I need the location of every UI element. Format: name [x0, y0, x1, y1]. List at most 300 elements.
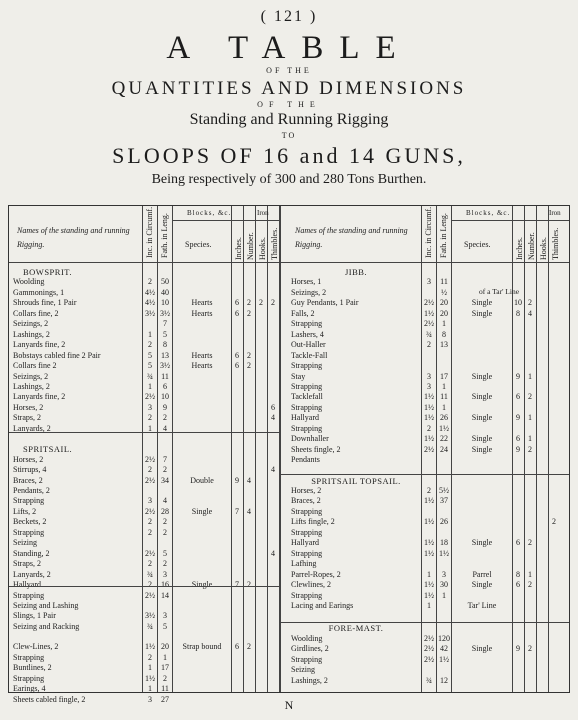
section-title: JIBB. — [344, 267, 368, 277]
header-iron-right: Iron — [549, 209, 561, 217]
length-value: 8 — [442, 329, 446, 339]
block-species: Single — [191, 506, 213, 516]
length-value: 13 — [440, 340, 448, 350]
rigging-name: Lashers, 4 — [291, 329, 324, 339]
circumference-value: 1½ — [424, 402, 434, 412]
iron-hooks: 2 — [259, 298, 263, 308]
length-value: 7 — [163, 454, 167, 464]
rigging-name: Horses, 2 — [13, 454, 44, 464]
block-inches: 9 — [516, 413, 520, 423]
circumference-value: 1½ — [424, 548, 434, 558]
block-inches: 9 — [516, 444, 520, 454]
header-names-left: Names of the standing and running Rigging. — [17, 226, 130, 249]
rigging-name: Seizings, 2 — [13, 371, 49, 381]
table-row — [9, 673, 569, 686]
block-number: 2 — [247, 580, 251, 590]
block-inches: 9 — [516, 644, 520, 654]
rigging-name: Pendants, 2 — [13, 486, 50, 495]
rigging-name: Horses, 2 — [291, 486, 322, 495]
rigging-name: Tacklefall — [291, 392, 323, 402]
rigging-name: Seizing — [291, 665, 315, 675]
circumference-value: 1½ — [424, 392, 434, 402]
block-species: Single — [471, 644, 493, 654]
rigging-name: Earings, 4 — [13, 684, 46, 694]
table-row — [9, 403, 569, 413]
length-value: 20 — [440, 308, 448, 318]
iron-thimbles: 2 — [271, 298, 275, 308]
table-row — [9, 644, 569, 654]
rigging-name: Clewlines, 2 — [291, 580, 331, 590]
rigging-name: Falls, 2 — [291, 308, 315, 318]
block-inches: 6 — [516, 392, 520, 402]
header-number-right: Number. — [527, 232, 536, 260]
header-number-left: Number. — [246, 232, 255, 260]
block-inches: 6 — [235, 642, 239, 652]
rigging-name: Strapping — [13, 496, 45, 506]
length-value: 5 — [163, 548, 167, 558]
circumference-value: 1½ — [424, 496, 434, 506]
rigging-name: Stirrups, 4 — [13, 465, 47, 475]
rigging-name: Lafhing — [291, 559, 317, 569]
circumference-value: 2½ — [145, 392, 155, 402]
length-value: 2 — [163, 527, 167, 537]
block-inches: 7 — [235, 580, 239, 590]
section-title: FORE-MAST. — [328, 623, 384, 634]
length-value: 5½ — [439, 486, 449, 495]
length-value: 10 — [161, 298, 169, 308]
length-value: 12 — [440, 675, 448, 685]
length-value: 42 — [440, 644, 448, 654]
table-row — [9, 601, 569, 611]
header-species-left: Species. — [185, 240, 212, 249]
table-row — [9, 538, 569, 548]
circumference-value: 2 — [427, 340, 431, 350]
table-row — [9, 591, 569, 601]
table-row — [9, 445, 569, 455]
length-value: 1 — [442, 381, 446, 391]
table-row — [9, 455, 569, 465]
rigging-name: Guy Pendants, 1 Pair — [291, 298, 359, 308]
iron-thimbles: 4 — [271, 548, 275, 558]
rigging-name: Woolding — [13, 277, 45, 287]
rigging-name: Pendants — [291, 455, 320, 465]
block-inches: 9 — [516, 371, 520, 381]
header-hooks-left: Hooks. — [258, 237, 267, 260]
circumference-value: 3 — [427, 371, 431, 381]
length-value: 3½ — [160, 361, 170, 371]
rigging-name: Lashings, 2 — [291, 675, 328, 685]
block-species: Single — [471, 444, 493, 454]
table-row — [9, 559, 569, 569]
circumference-value: 1½ — [424, 308, 434, 318]
length-value: 14 — [161, 590, 169, 600]
length-value: 4 — [163, 423, 167, 433]
length-value: ½ — [441, 287, 447, 297]
table-row — [9, 392, 569, 402]
length-value: 120 — [438, 633, 450, 643]
circumference-value: 1 — [148, 423, 152, 433]
block-species: Single — [471, 413, 493, 423]
circumference-value: 3 — [148, 496, 152, 506]
circumference-value: 1½ — [424, 517, 434, 527]
rigging-name: Girdlines, 2 — [291, 644, 329, 654]
circumference-value: 2 — [148, 580, 152, 590]
rigging-name: Lanyards, 2 — [13, 423, 51, 433]
length-value: 11 — [440, 392, 448, 402]
circumference-value: 4½ — [145, 287, 155, 297]
rigging-name: Lashings, 2 — [13, 329, 50, 339]
block-species: Single — [471, 538, 493, 548]
circumference-value: 2½ — [145, 506, 155, 516]
rigging-name: Seizing and Lashing — [13, 600, 79, 610]
length-value: 40 — [161, 287, 169, 297]
circumference-value: 1½ — [424, 413, 434, 423]
block-number: 1 — [528, 413, 532, 423]
block-inches: 8 — [516, 308, 520, 318]
length-value: 20 — [161, 642, 169, 652]
circumference-value: 3½ — [145, 611, 155, 621]
rigging-name: Horses, 2 — [13, 402, 44, 412]
rigging-name: Lanyards, 2 — [13, 569, 51, 579]
rigging-name: Downhaller — [291, 434, 329, 444]
block-number: 2 — [528, 298, 532, 308]
block-inches: 6 — [235, 308, 239, 318]
table-row — [9, 634, 569, 644]
header-species-right: Species. — [464, 240, 491, 249]
block-species: Single — [471, 580, 493, 590]
length-value: 9 — [163, 402, 167, 412]
header-inc-left: Inc. in Circumf. — [145, 206, 154, 258]
circumference-value: 2½ — [424, 298, 434, 308]
block-inches: 7 — [235, 506, 239, 516]
rigging-name: Strapping — [291, 590, 323, 600]
rigging-name: Strapping — [291, 548, 323, 558]
header-inc-right: Inc. in Circumf. — [424, 206, 433, 258]
table-row — [9, 611, 569, 621]
circumference-value: 2½ — [424, 444, 434, 454]
rigging-name: Slings, 1 Pair — [13, 611, 56, 621]
length-value: 3 — [442, 569, 446, 579]
block-inches: 6 — [235, 298, 239, 308]
length-value: 1 — [442, 402, 446, 412]
circumference-value: 2 — [148, 527, 152, 537]
rigging-name: Lanyards fine, 2 — [13, 340, 66, 350]
circumference-value: 2½ — [145, 454, 155, 464]
length-value: 26 — [440, 413, 448, 423]
rigging-name: Seizing — [13, 538, 37, 548]
circumference-value: 4½ — [145, 298, 155, 308]
rigging-name: Clew-Lines, 2 — [13, 642, 59, 652]
circumference-value: 3 — [148, 694, 152, 704]
header-inches-right: Inches. — [515, 237, 524, 260]
length-value: 17 — [440, 371, 448, 381]
length-value: 11 — [440, 277, 448, 287]
block-inches: 6 — [235, 361, 239, 371]
rigging-table — [8, 205, 570, 704]
rigging-name: Lifts fingle, 2 — [291, 517, 335, 527]
title-rigging: Standing and Running Rigging — [189, 111, 389, 128]
circumference-value: 2½ — [145, 548, 155, 558]
rigging-name: Strapping — [291, 506, 323, 516]
header-blocks-right: Blocks, &c. — [466, 209, 511, 217]
length-value: 4 — [163, 496, 167, 506]
block-species: Single — [191, 580, 213, 590]
circumference-value: 2½ — [424, 644, 434, 654]
length-value: 2 — [163, 413, 167, 423]
table-row — [9, 496, 569, 506]
rigging-name: Tackle-Fall — [291, 350, 328, 360]
header-inches-left: Inches. — [234, 237, 243, 260]
rigging-name: Straps, 2 — [13, 559, 41, 569]
circumference-value: 2½ — [145, 590, 155, 600]
rigging-name: Lashings, 2 — [13, 381, 50, 391]
length-value: 2 — [163, 673, 167, 683]
iron-thimbles: 4 — [271, 465, 275, 475]
length-value: 1½ — [439, 654, 449, 664]
header-hooks-right: Hooks. — [539, 237, 548, 260]
block-species: Single — [471, 392, 493, 402]
rigging-name: Woolding — [291, 633, 323, 643]
title-sloops: SLOOPS OF 16 and 14 GUNS, — [112, 143, 466, 168]
rigging-name: Out-Haller — [291, 340, 326, 350]
block-species: Hearts — [191, 308, 213, 318]
circumference-value: 2 — [148, 413, 152, 423]
block-species: Single — [471, 308, 493, 318]
block-number: 2 — [528, 392, 532, 402]
circumference-value: ¾ — [147, 371, 153, 381]
table-row — [9, 652, 569, 665]
circumference-value: ¾ — [147, 621, 153, 631]
block-number: 2 — [247, 350, 251, 360]
length-value: 6 — [163, 381, 167, 391]
block-number: 2 — [247, 361, 251, 371]
length-value: 3 — [163, 569, 167, 579]
table-row — [9, 665, 569, 675]
block-species: Hearts — [191, 298, 213, 308]
header-thimbles-left: Thimbles. — [270, 227, 279, 260]
rigging-name: Braces, 2 — [291, 496, 321, 506]
rigging-name: Sheets cabled fingle, 2 — [13, 694, 86, 704]
circumference-value: 3 — [148, 402, 152, 412]
header-fath-left: Fath. in Leng. — [160, 213, 169, 258]
table-row — [9, 319, 569, 329]
rigging-name: Sheets fingle, 2 — [291, 444, 341, 454]
title-of-the-2: OF THE — [257, 100, 321, 109]
circumference-value: 1 — [148, 329, 152, 339]
rigging-name: Gammonings, 1 — [13, 287, 65, 297]
block-species: Single — [471, 298, 493, 308]
length-value: 5 — [163, 621, 167, 631]
rigging-name: Lacing and Earings — [291, 600, 354, 610]
rigging-name: Hallyard — [291, 413, 319, 423]
rigging-name: Lifts, 2 — [13, 506, 37, 516]
rigging-name: Bobstays cabled fine 2 Pair — [13, 350, 101, 360]
block-inches: 6 — [516, 434, 520, 444]
circumference-value: 2 — [148, 517, 152, 527]
rigging-name: Straps, 2 — [13, 413, 41, 423]
circumference-value: 1 — [148, 684, 152, 694]
length-value: 22 — [440, 434, 448, 444]
circumference-value: 1 — [427, 600, 431, 610]
length-value: 3 — [163, 611, 167, 621]
circumference-value: 5 — [148, 361, 152, 371]
circumference-value: 2½ — [424, 319, 434, 329]
block-number: 2 — [528, 580, 532, 590]
rigging-name: Strapping — [13, 673, 45, 683]
rigging-name: Seizing and Racking — [13, 621, 80, 631]
length-value: 1 — [442, 319, 446, 329]
block-species: Hearts — [191, 350, 213, 360]
rigging-name: Strapping — [13, 590, 45, 600]
length-value: 37 — [440, 496, 448, 506]
circumference-value: ¾ — [147, 569, 153, 579]
rigging-name: Strapping — [291, 654, 323, 664]
block-species: Double — [190, 475, 214, 485]
block-number: 2 — [247, 642, 251, 652]
length-value: 30 — [440, 580, 448, 590]
length-value: 18 — [440, 538, 448, 548]
title-table: A TABLE — [166, 30, 412, 66]
length-value: 3½ — [160, 308, 170, 318]
length-value: 11 — [161, 371, 169, 381]
block-species: Parrel — [472, 569, 492, 579]
rigging-name: Collars fine, 2 — [13, 308, 59, 318]
rigging-name: Strapping — [291, 423, 323, 433]
title-of-the-1: OF THE — [266, 66, 312, 75]
table-row — [9, 622, 569, 632]
section-title: BOWSPRIT. — [23, 267, 72, 277]
block-species: Single — [471, 371, 493, 381]
rigging-name: Seizings, 2 — [13, 319, 49, 329]
length-value: 28 — [161, 506, 169, 516]
circumference-value: 1 — [148, 381, 152, 391]
header-fath-right: Fath. in Leng. — [439, 213, 448, 258]
length-value: 17 — [161, 663, 169, 673]
circumference-value: 1 — [427, 569, 431, 579]
iron-thimbles: 6 — [271, 402, 275, 412]
length-value: 8 — [163, 340, 167, 350]
iron-thimbles: 4 — [271, 413, 275, 423]
block-species: Strap bound — [182, 642, 222, 652]
block-inches: 10 — [514, 298, 522, 308]
iron-thimbles: 2 — [552, 517, 556, 527]
block-number: 1 — [528, 371, 532, 381]
tarline-note: of a Tar' Line — [479, 287, 520, 296]
block-number: 2 — [247, 308, 251, 318]
circumference-value: 2 — [427, 423, 431, 433]
signature-mark: N — [284, 698, 294, 712]
table-row — [9, 528, 569, 538]
block-number: 2 — [528, 644, 532, 654]
circumference-value: 2 — [148, 465, 152, 475]
length-value: 13 — [161, 350, 169, 360]
rigging-name: Horses, 1 — [291, 277, 322, 287]
circumference-value: 1½ — [424, 580, 434, 590]
rigging-name: Lanyards fine, 2 — [13, 392, 66, 402]
rigging-name: Beckets, 2 — [13, 517, 47, 527]
circumference-value: ¾ — [426, 675, 432, 685]
circumference-value: 5 — [148, 350, 152, 360]
table-row — [9, 486, 569, 496]
table-row — [9, 507, 569, 517]
length-value: 34 — [161, 475, 169, 485]
length-value: 1½ — [439, 548, 449, 558]
circumference-value: 2½ — [424, 633, 434, 643]
header-thimbles-right: Thimbles. — [551, 227, 560, 260]
length-value: 2 — [163, 559, 167, 569]
table-row — [9, 340, 569, 350]
rigging-name: Strapping — [291, 361, 323, 371]
table-row — [9, 517, 569, 527]
length-value: 2 — [163, 517, 167, 527]
rigging-name: Parrel-Ropes, 2 — [291, 569, 341, 579]
table-row — [9, 476, 569, 486]
section-title: SPRITSAIL TOPSAIL. — [311, 475, 401, 486]
title-to: TO — [281, 131, 297, 140]
circumference-value: 1½ — [424, 434, 434, 444]
length-value: 26 — [440, 517, 448, 527]
block-species: Hearts — [191, 361, 213, 371]
length-value: 7 — [163, 319, 167, 329]
rigging-name: Hallyard — [13, 580, 41, 590]
table-row — [9, 330, 569, 340]
circumference-value: 2 — [148, 340, 152, 350]
block-inches: 9 — [235, 475, 239, 485]
length-value: 1 — [163, 652, 167, 662]
circumference-value: 1½ — [424, 538, 434, 548]
block-inches: 8 — [516, 569, 520, 579]
circumference-value: 2 — [148, 277, 152, 287]
table-row — [9, 277, 569, 287]
circumference-value: 2 — [427, 486, 431, 495]
circumference-value: 1½ — [145, 673, 155, 683]
length-value: 10 — [161, 392, 169, 402]
section-title: SPRITSAIL. — [23, 444, 73, 455]
circumference-value: 3 — [427, 277, 431, 287]
block-number: 1 — [528, 569, 532, 579]
block-number: 2 — [528, 538, 532, 548]
circumference-value: 2 — [148, 652, 152, 662]
circumference-value: 3½ — [145, 308, 155, 318]
circumference-value: 2½ — [145, 475, 155, 485]
rigging-name: Strapping — [13, 652, 45, 662]
table-row — [9, 298, 569, 308]
length-value: 27 — [161, 694, 169, 704]
length-value: 20 — [440, 298, 448, 308]
title-quantities: QUANTITIES AND DIMENSIONS — [111, 78, 467, 99]
table-row — [9, 382, 569, 392]
table-row — [9, 549, 569, 559]
table-row — [9, 434, 569, 444]
block-inches: 6 — [516, 538, 520, 548]
block-inches: 6 — [235, 350, 239, 360]
rigging-name: Strapping — [291, 381, 323, 391]
block-number: 4 — [247, 506, 251, 516]
header-names-right: Names of the standing and running Rigging. — [295, 226, 408, 249]
length-value: 5 — [163, 329, 167, 339]
rigging-name: Collars fine 2 — [13, 361, 57, 371]
header-blocks-left: Blocks, &c. — [187, 209, 232, 217]
circumference-value: 2 — [148, 559, 152, 569]
rigging-name: Braces, 2 — [13, 475, 43, 485]
table-row — [9, 309, 569, 319]
circumference-value: 3 — [427, 381, 431, 391]
block-species: Tar' Line — [467, 600, 497, 610]
rigging-name: Standing, 2 — [13, 548, 50, 558]
circumference-value: 1½ — [145, 642, 155, 652]
table-row — [9, 361, 569, 371]
rigging-name: Strapping — [291, 319, 323, 329]
